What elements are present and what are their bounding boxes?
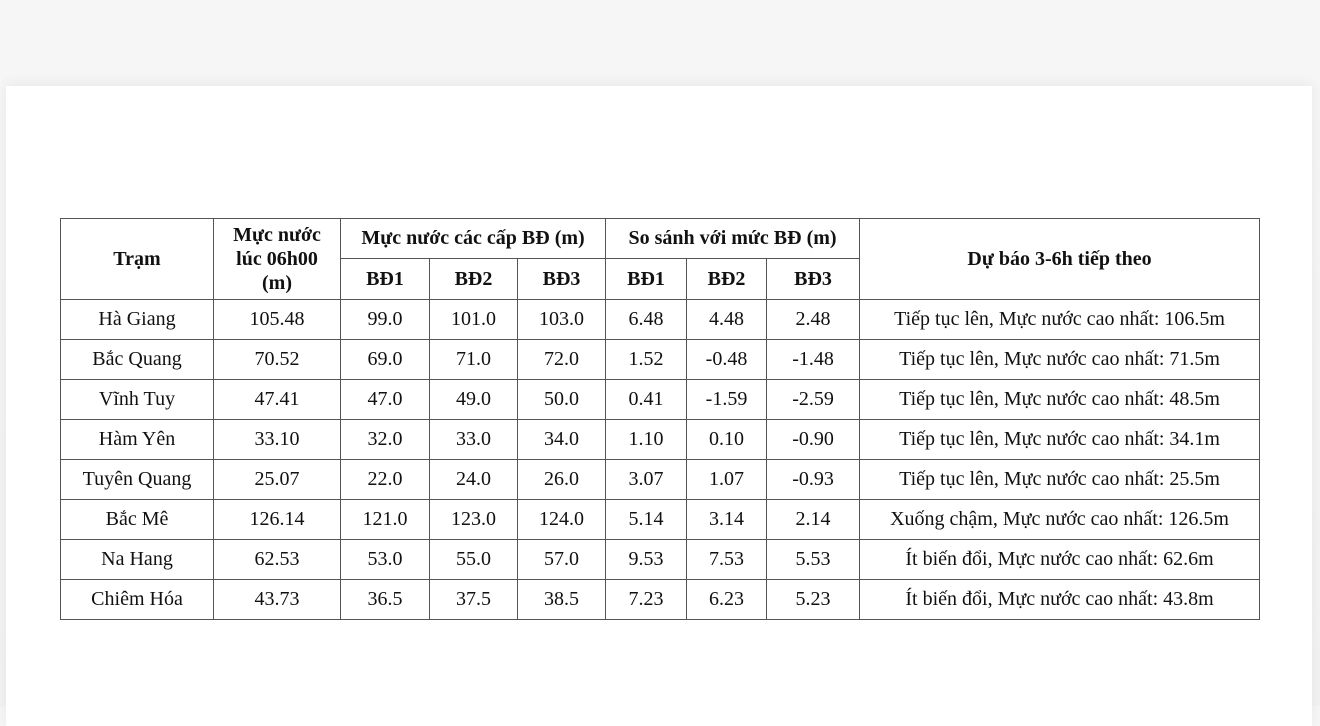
alarm-bd2: 123.0 xyxy=(430,500,518,540)
compare-bd2: 7.53 xyxy=(687,540,767,580)
compare-bd2: 1.07 xyxy=(687,460,767,500)
station-name: Bắc Mê xyxy=(61,500,214,540)
alarm-bd1: 69.0 xyxy=(341,340,430,380)
compare-bd3: -0.93 xyxy=(767,460,860,500)
forecast-text: Tiếp tục lên, Mực nước cao nhất: 71.5m xyxy=(860,340,1260,380)
alarm-bd1: 47.0 xyxy=(341,380,430,420)
water-level: 33.10 xyxy=(214,420,341,460)
compare-bd2: -1.59 xyxy=(687,380,767,420)
compare-bd2: 0.10 xyxy=(687,420,767,460)
table-row xyxy=(61,580,1260,620)
alarm-bd2: 33.0 xyxy=(430,420,518,460)
compare-bd1: 1.10 xyxy=(606,420,687,460)
compare-bd1: 0.41 xyxy=(606,380,687,420)
header-station: Trạm xyxy=(61,219,214,300)
station-name: Tuyên Quang xyxy=(61,460,214,500)
table-row xyxy=(61,380,1260,420)
alarm-bd3: 72.0 xyxy=(518,340,606,380)
compare-bd1: 9.53 xyxy=(606,540,687,580)
alarm-bd3: 103.0 xyxy=(518,300,606,340)
header-alarm-levels: Mực nước các cấp BĐ (m) xyxy=(341,219,606,259)
alarm-bd1: 53.0 xyxy=(341,540,430,580)
forecast-text: Xuống chậm, Mực nước cao nhất: 126.5m xyxy=(860,500,1260,540)
alarm-bd3: 38.5 xyxy=(518,580,606,620)
header-compare-bd1: BĐ1 xyxy=(606,259,687,300)
water-level: 25.07 xyxy=(214,460,341,500)
compare-bd3: -0.90 xyxy=(767,420,860,460)
compare-bd3: 5.23 xyxy=(767,580,860,620)
compare-bd1: 5.14 xyxy=(606,500,687,540)
alarm-bd3: 26.0 xyxy=(518,460,606,500)
station-name: Hà Giang xyxy=(61,300,214,340)
header-water-level-line3: (m) xyxy=(262,272,292,294)
compare-bd3: 2.48 xyxy=(767,300,860,340)
compare-bd2: 3.14 xyxy=(687,500,767,540)
water-level: 47.41 xyxy=(214,380,341,420)
alarm-bd2: 101.0 xyxy=(430,300,518,340)
water-level: 70.52 xyxy=(214,340,341,380)
compare-bd3: -1.48 xyxy=(767,340,860,380)
table-row xyxy=(61,420,1260,460)
compare-bd2: 4.48 xyxy=(687,300,767,340)
header-water-level-line1: Mực nước xyxy=(233,224,321,246)
water-level: 105.48 xyxy=(214,300,341,340)
alarm-bd2: 55.0 xyxy=(430,540,518,580)
alarm-bd2: 71.0 xyxy=(430,340,518,380)
water-level-table xyxy=(60,218,1260,620)
alarm-bd3: 124.0 xyxy=(518,500,606,540)
header-row-1 xyxy=(61,219,1260,259)
alarm-bd1: 32.0 xyxy=(341,420,430,460)
forecast-text: Tiếp tục lên, Mực nước cao nhất: 34.1m xyxy=(860,420,1260,460)
header-compare: So sánh với mức BĐ (m) xyxy=(606,219,860,259)
compare-bd1: 7.23 xyxy=(606,580,687,620)
alarm-bd2: 49.0 xyxy=(430,380,518,420)
alarm-bd3: 34.0 xyxy=(518,420,606,460)
compare-bd2: -0.48 xyxy=(687,340,767,380)
station-name: Hàm Yên xyxy=(61,420,214,460)
compare-bd3: -2.59 xyxy=(767,380,860,420)
water-level: 126.14 xyxy=(214,500,341,540)
compare-bd1: 3.07 xyxy=(606,460,687,500)
water-level: 62.53 xyxy=(214,540,341,580)
header-alarm-bd3: BĐ3 xyxy=(518,259,606,300)
table-row xyxy=(61,340,1260,380)
station-name: Na Hang xyxy=(61,540,214,580)
forecast-text: Tiếp tục lên, Mực nước cao nhất: 48.5m xyxy=(860,380,1260,420)
station-name: Bắc Quang xyxy=(61,340,214,380)
header-forecast: Dự báo 3-6h tiếp theo xyxy=(860,219,1260,300)
alarm-bd1: 99.0 xyxy=(341,300,430,340)
alarm-bd1: 121.0 xyxy=(341,500,430,540)
header-water-level xyxy=(214,219,341,300)
alarm-bd1: 22.0 xyxy=(341,460,430,500)
station-name: Vĩnh Tuy xyxy=(61,380,214,420)
header-compare-bd3: BĐ3 xyxy=(767,259,860,300)
table-row xyxy=(61,500,1260,540)
header-alarm-bd1: BĐ1 xyxy=(341,259,430,300)
alarm-bd2: 37.5 xyxy=(430,580,518,620)
alarm-bd3: 57.0 xyxy=(518,540,606,580)
table-row xyxy=(61,300,1260,340)
header-alarm-bd2: BĐ2 xyxy=(430,259,518,300)
compare-bd3: 5.53 xyxy=(767,540,860,580)
table-row xyxy=(61,540,1260,580)
header-water-level-line2: lúc 06h00 xyxy=(236,248,318,270)
forecast-text: Tiếp tục lên, Mực nước cao nhất: 106.5m xyxy=(860,300,1260,340)
compare-bd3: 2.14 xyxy=(767,500,860,540)
alarm-bd3: 50.0 xyxy=(518,380,606,420)
station-name: Chiêm Hóa xyxy=(61,580,214,620)
forecast-text: Tiếp tục lên, Mực nước cao nhất: 25.5m xyxy=(860,460,1260,500)
forecast-text: Ít biến đổi, Mực nước cao nhất: 43.8m xyxy=(860,580,1260,620)
alarm-bd2: 24.0 xyxy=(430,460,518,500)
compare-bd1: 1.52 xyxy=(606,340,687,380)
alarm-bd1: 36.5 xyxy=(341,580,430,620)
table-row xyxy=(61,460,1260,500)
water-level: 43.73 xyxy=(214,580,341,620)
compare-bd2: 6.23 xyxy=(687,580,767,620)
compare-bd1: 6.48 xyxy=(606,300,687,340)
header-compare-bd2: BĐ2 xyxy=(687,259,767,300)
forecast-text: Ít biến đổi, Mực nước cao nhất: 62.6m xyxy=(860,540,1260,580)
